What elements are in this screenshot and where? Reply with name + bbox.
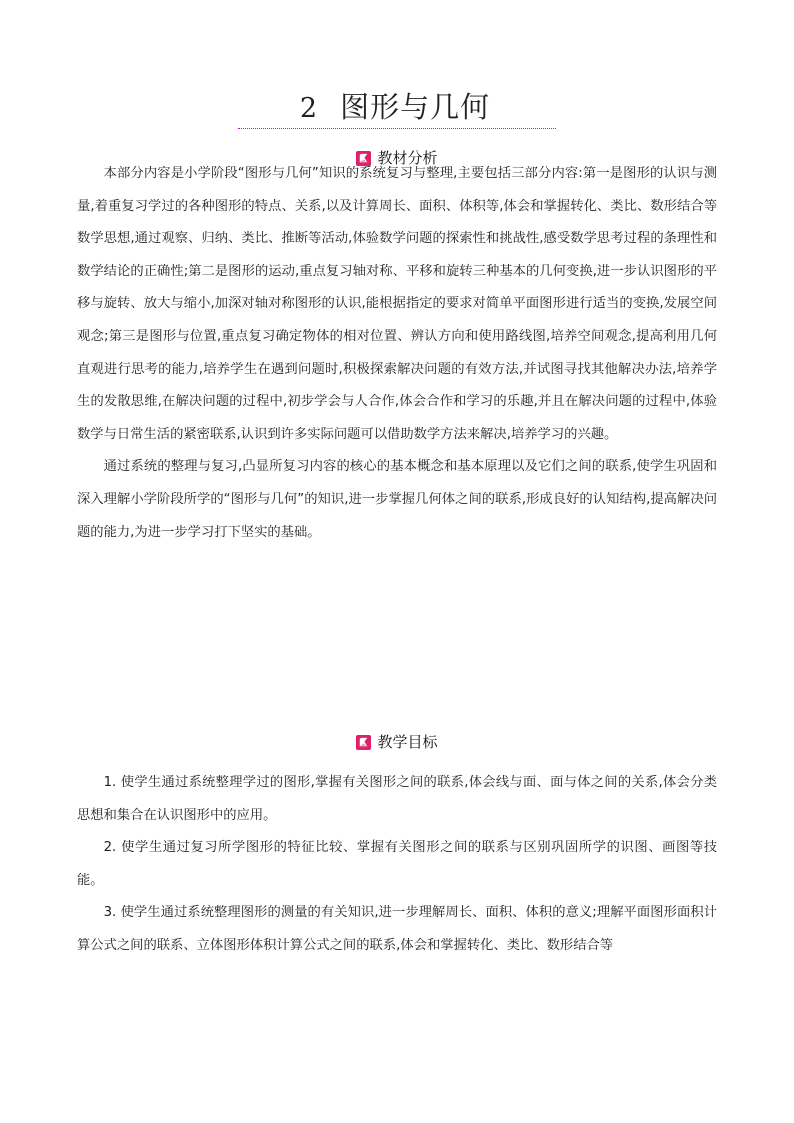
section-heading-text: 教材分析 bbox=[377, 149, 438, 167]
title-text: 图形与几何 bbox=[340, 90, 491, 124]
title-area bbox=[0, 88, 794, 129]
paragraph: 1. 使学生通过系统整理学过的图形,掌握有关图形之间的联系,体会线与面、面与体之间的关系,体会分类思想和集合在认识图形中的应用。 bbox=[77, 775, 717, 823]
section-body-objectives bbox=[77, 767, 717, 963]
section-bookmark-icon bbox=[356, 735, 371, 750]
paragraph: 通过系统的整理与复习,凸显所复习内容的核心的基本概念和基本原理以及它们之间的联系,使学生巩固和深入理解小学阶段所学的“图形与几何”的知识,进一步掌握几何体之间的联系,形成良好的认知结构,提高解决问题的能力,为进一步学习打下坚实的基础。 bbox=[77, 459, 717, 540]
title-number: 2 bbox=[299, 93, 319, 124]
section-body-analysis bbox=[77, 158, 717, 549]
section-heading-objectives bbox=[0, 732, 794, 755]
paragraph: 2. 使学生通过复习所学图形的特征比较、掌握有关图形之间的联系与区别巩固所学的识图、画图等技能。 bbox=[77, 840, 717, 888]
page-title bbox=[238, 88, 556, 129]
paragraph: 3. 使学生通过系统整理图形的测量的有关知识,进一步理解周长、面积、体积的意义;理解平面图形面积计算公式之间的联系、立体图形体积计算公式之间的联系,体会和掌握转化、类比、数形结合等 bbox=[77, 905, 717, 953]
paragraph: 本部分内容是小学阶段“图形与几何”知识的系统复习与整理,主要包括三部分内容:第一是图形的认识与测量,着重复习学过的各种图形的特点、关系,以及计算周长、面积、体积等,体会和掌握转化、类比、数形结合等数学思想,通过观察、归纳、类比、推断等活动,体验数学问题的探索性和挑战性,感受数学思考过程的条理性和数学结论的正确性;第二是图形的运动,重点复习轴对称、平移和旋转三种基本的几何变换,进一步认识图形的平移与旋转、放大与缩小,加深对轴对称图形的认识,能根据指定的要求对简单平面图形进行适当的变换,发展空间观念;第三是图形与位置,重点复习确定物体的相对位置、辨认方向和使用路线图,培养空间观念,提高利用几何直观进行思考的能力,培养学生在遇到问题时,积极探索解决问题的有效方法,并试图寻找其他解决办法,培养学生的发散思维,在解决问题的过程中,初步学会与人合作,体会合作和学习的乐趣,并且在解决问题的过程中,体验数学与日常生活的紧密联系,认识到许多实际问题可以借助数学方法来解决,培养学习的兴趣。 bbox=[77, 166, 717, 442]
section-heading-text: 教学目标 bbox=[377, 733, 438, 751]
